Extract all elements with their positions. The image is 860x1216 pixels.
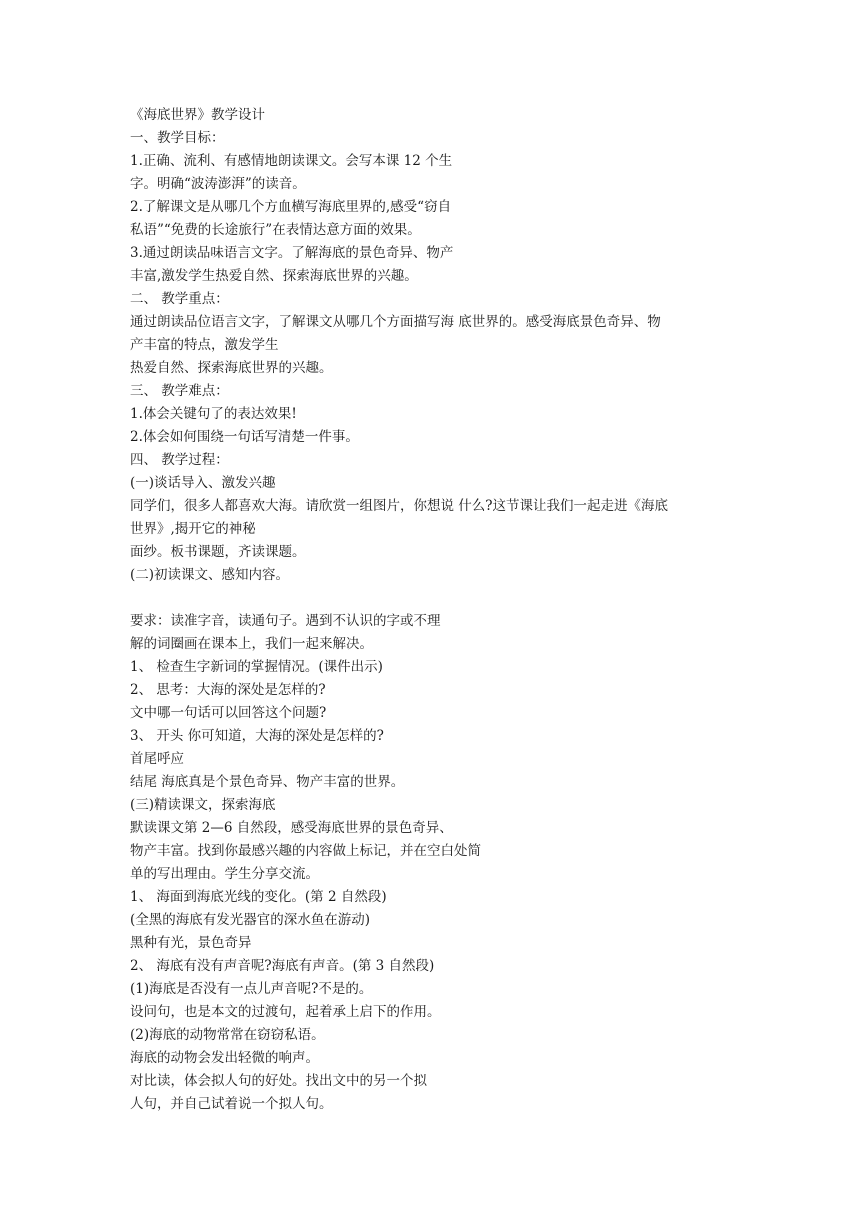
text-line: 通过朗读品位语言文字，了解课文从哪几个方面描写海 底世界的。感受海底景色奇异、物 <box>130 314 661 330</box>
text-line: 单的写出理由。学生分享交流。 <box>130 866 319 882</box>
text-line: 要求：读准字音，读通句子。遇到不认识的字或不理 <box>130 613 441 629</box>
text-line: 设问句，也是本文的过渡句，起着承上启下的作用。 <box>130 1004 441 1020</box>
text-line: 1、 检查生字新词的掌握情况。(课件出示) <box>130 659 383 675</box>
subsection-heading: (一)谈话导入、激发兴趣 <box>130 475 276 491</box>
text-line: 1、 海面到海底光线的变化。(第 2 自然段) <box>130 889 387 905</box>
text-line: 面纱。板书课题，齐读课题。 <box>130 544 306 560</box>
text-line: 世界》,揭开它的神秘 <box>130 521 256 537</box>
text-line: 人句，并自己试着说一个拟人句。 <box>130 1096 333 1112</box>
subsection-heading: (三)精读课文，探索海底 <box>130 797 276 813</box>
text-line: 2.体会如何围绕一句话写清楚一件事。 <box>130 429 359 445</box>
text-line: 2、 海底有没有声音呢?海底有声音。(第 3 自然段) <box>130 958 435 974</box>
text-line: 2、 思考：大海的深处是怎样的? <box>130 682 326 698</box>
text-line: 海底的动物会发出轻微的响声。 <box>130 1050 319 1066</box>
text-line: 产丰富的特点，激发学生 <box>130 337 279 353</box>
text-line: 同学们，很多人都喜欢大海。请欣赏一组图片，你想说 什么?这节课让我们一起走进《海底 <box>130 498 669 514</box>
subsection-heading: (二)初读课文、感知内容。 <box>130 567 290 583</box>
text-line: 默读课文第 2—6 自然段，感受海底世界的景色奇异、 <box>130 820 453 836</box>
text-line: 物产丰富。找到你最感兴趣的内容做上标记，并在空白处简 <box>130 843 481 859</box>
text-line: 3、 开头 你可知道，大海的深处是怎样的? <box>130 728 384 744</box>
text-line: 热爱自然、探索海底世界的兴趣。 <box>130 360 333 376</box>
document-title: 《海底世界》教学设计 <box>130 107 265 123</box>
text-line: 文中哪一句话可以回答这个问题? <box>130 705 327 721</box>
blank-line <box>130 587 736 610</box>
text-line: 私语”“免费的长途旅行”在表情达意方面的效果。 <box>130 222 421 238</box>
text-line: 黑种有光，景色奇异 <box>130 935 252 951</box>
text-line: 2.了解课文是从哪几个方血横写海底里界的,感受“窃自 <box>130 199 452 215</box>
text-line: 结尾 海底真是个景色奇异、物产丰富的世界。 <box>130 774 405 790</box>
text-line: (1)海底是否没有一点儿声音呢?不是的。 <box>130 981 373 997</box>
document-body <box>130 104 736 1116</box>
section-heading-objectives: 一、教学目标： <box>130 130 225 146</box>
text-line: 对比读，体会拟人句的好处。找出文中的另一个拟 <box>130 1073 427 1089</box>
section-heading-difficulties: 三、 教学难点： <box>130 383 229 399</box>
text-line: 首尾呼应 <box>130 751 184 767</box>
text-line: (全黑的海底有发光器官的深水鱼在游动) <box>130 912 371 928</box>
text-line: 解的词圈画在课本上，我们一起来解决。 <box>130 636 373 652</box>
text-line: 3.通过朗读品味语言文字。了解海底的景色奇异、物产 <box>130 245 454 261</box>
text-line: 1.正确、流利、有感情地朗读课文。会写本课 12 个生 <box>130 153 453 169</box>
text-line: 丰富,激发学生热爱自然、探索海底世界的兴趣。 <box>130 268 418 284</box>
section-heading-key-points: 二、 教学重点： <box>130 291 229 307</box>
text-line: 字。明确“波涛澎湃”的读音。 <box>130 176 306 192</box>
text-line: 1.体会关键句了的表达效果! <box>130 406 297 422</box>
section-heading-process: 四、 教学过程： <box>130 452 229 468</box>
text-line: (2)海底的动物常常在窃窃私语。 <box>130 1027 325 1043</box>
